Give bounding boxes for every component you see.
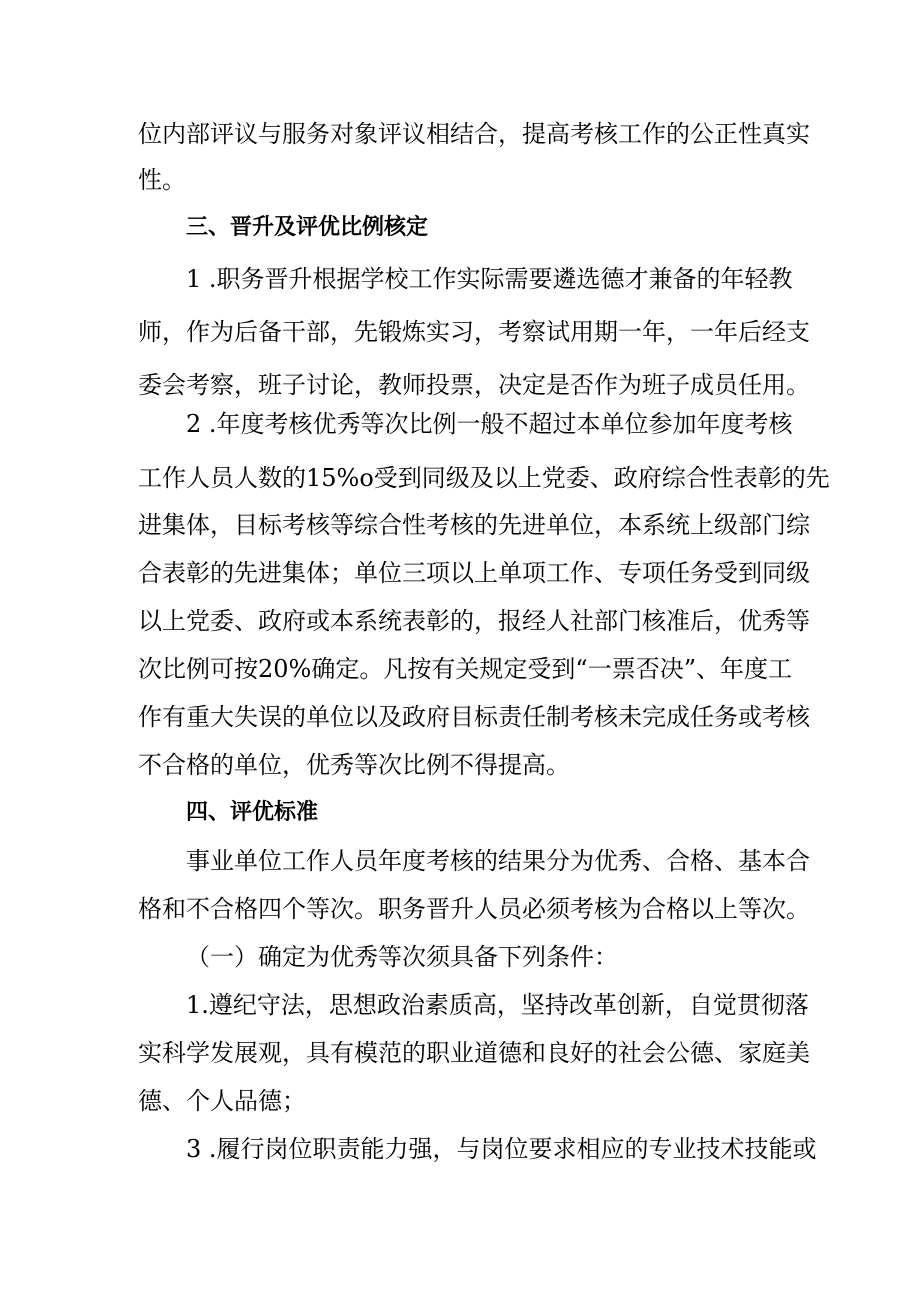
body-text-line: 以上党委、政府或本系统表彰的，报经人社部门核准后，优秀等 [138,607,810,635]
section-heading: 三、晋升及评优比例核定 [186,215,429,240]
body-text-line: 师，作为后备干部，先锻炼实习，考察试用期一年，一年后经支 [138,318,810,346]
body-text-line: 作有重大失误的单位以及政府目标责任制考核未完成任务或考核 [138,703,810,731]
body-text-line: 工作人员人数的15%o受到同级及以上党委、政府综合性表彰的先 [138,464,830,492]
paragraph-start-line: 1 .职务晋升根据学校工作实际需要遴选德才兼备的年轻教 [186,265,793,293]
section-heading: 四、评优标准 [186,800,319,825]
body-text-line: 实科学发展观，具有模范的职业道德和良好的社会公德、家庭美 [138,1039,810,1067]
paragraph-start-line: 事业单位工作人员年度考核的结果分为优秀、合格、基本合 [186,847,810,875]
body-text-line: 不合格的单位，优秀等次比例不得提高。 [138,751,570,779]
body-text-line: 格和不合格四个等次。职务晋升人员必须考核为合格以上等次。 [138,895,810,923]
paragraph-start-line: 1.遵纪守法，思想政治素质高，坚持改革创新，自觉贯彻落 [186,991,809,1019]
body-text-line: 次比例可按20%确定。凡按有关规定受到“一票否决”、年度工 [138,655,792,683]
body-text-line: 合表彰的先进集体；单位三项以上单项工作、专项任务受到同级 [138,559,810,587]
body-text-line: 委会考察，班子讨论，教师投票，决定是否作为班子成员任用。 [138,371,810,399]
paragraph-start-line: 2 .年度考核优秀等次比例一般不超过本单位参加年度考核 [186,410,793,438]
body-text-line: 位内部评议与服务对象评议相结合，提高考核工作的公正性真实 [138,120,810,148]
body-text-line: 德、个人品德； [138,1087,306,1115]
body-text-line: 性。 [138,166,186,194]
body-text-line: 进集体，目标考核等综合性考核的先进单位，本系统上级部门综 [138,511,810,539]
subsection-heading: （一）确定为优秀等次须具备下列条件： [186,943,618,971]
paragraph-start-line: 3 .履行岗位职责能力强，与岗位要求相应的专业技术技能或 [186,1135,817,1163]
